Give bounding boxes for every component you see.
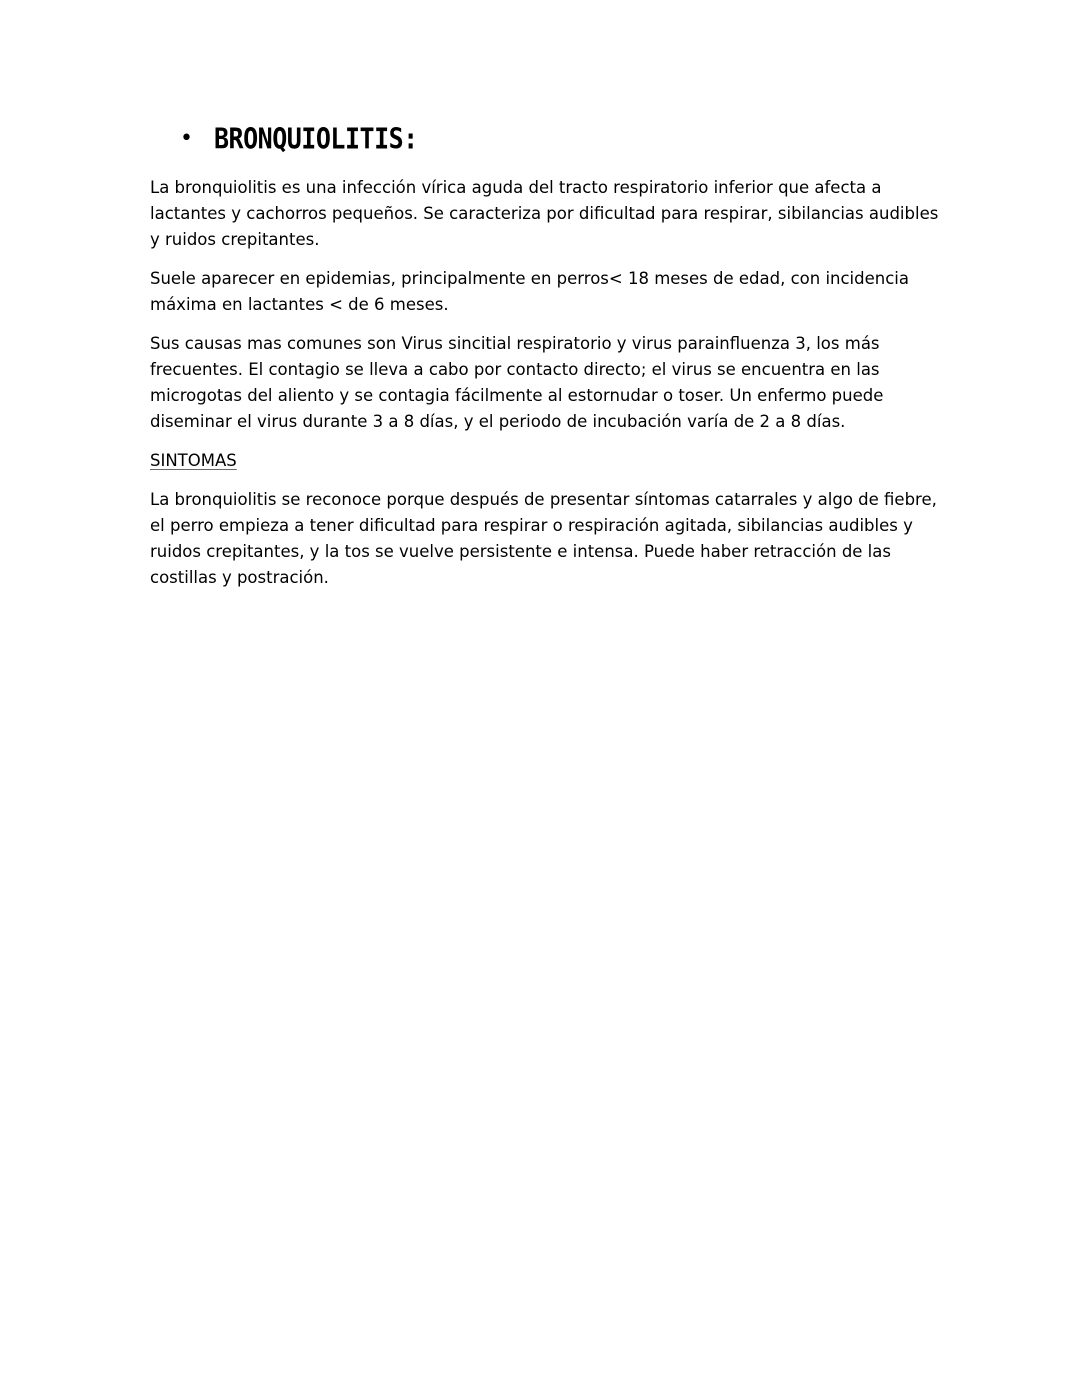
section-heading-row [180,121,418,156]
section-heading: BRONQUIOLITIS: [214,121,418,156]
paragraph-symptoms: La bronquiolitis se reconoce porque después de presentar síntomas catarrales y algo de fiebre, el perro empieza a tener dificultad para respirar o respiración agitada, sibilancias audibles y ruidos crepitantes, y la tos se vuelve persistente e intensa. Puede haber retracción de las costillas y postración. [150,490,937,587]
document-body [150,175,940,604]
paragraph-epidemiology: Suele aparecer en epidemias, principalmente en perros< 18 meses de edad, con incidencia máxima en lactantes < de 6 meses. [150,269,909,314]
paragraph-definition: La bronquiolitis es una infección vírica aguda del tracto respiratorio inferior que afecta a lactantes y cachorros pequeños. Se caracteriza por dificultad para respirar, sibilancias audibles y ruidos crepitantes. [150,178,939,249]
paragraph-causes: Sus causas mas comunes son Virus sincitial respiratorio y virus parainfluenza 3, los más frecuentes. El contagio se lleva a cabo por contacto directo; el virus se encuentra en las microgotas del aliento y se contagia fácilmente al estornudar o toser. Un enfermo puede diseminar el virus durante 3 a 8 días, y el periodo de incubación varía de 2 a 8 días. [150,334,884,431]
bullet-icon: • [180,125,193,151]
symptoms-subheading: SINTOMAS [150,451,237,470]
